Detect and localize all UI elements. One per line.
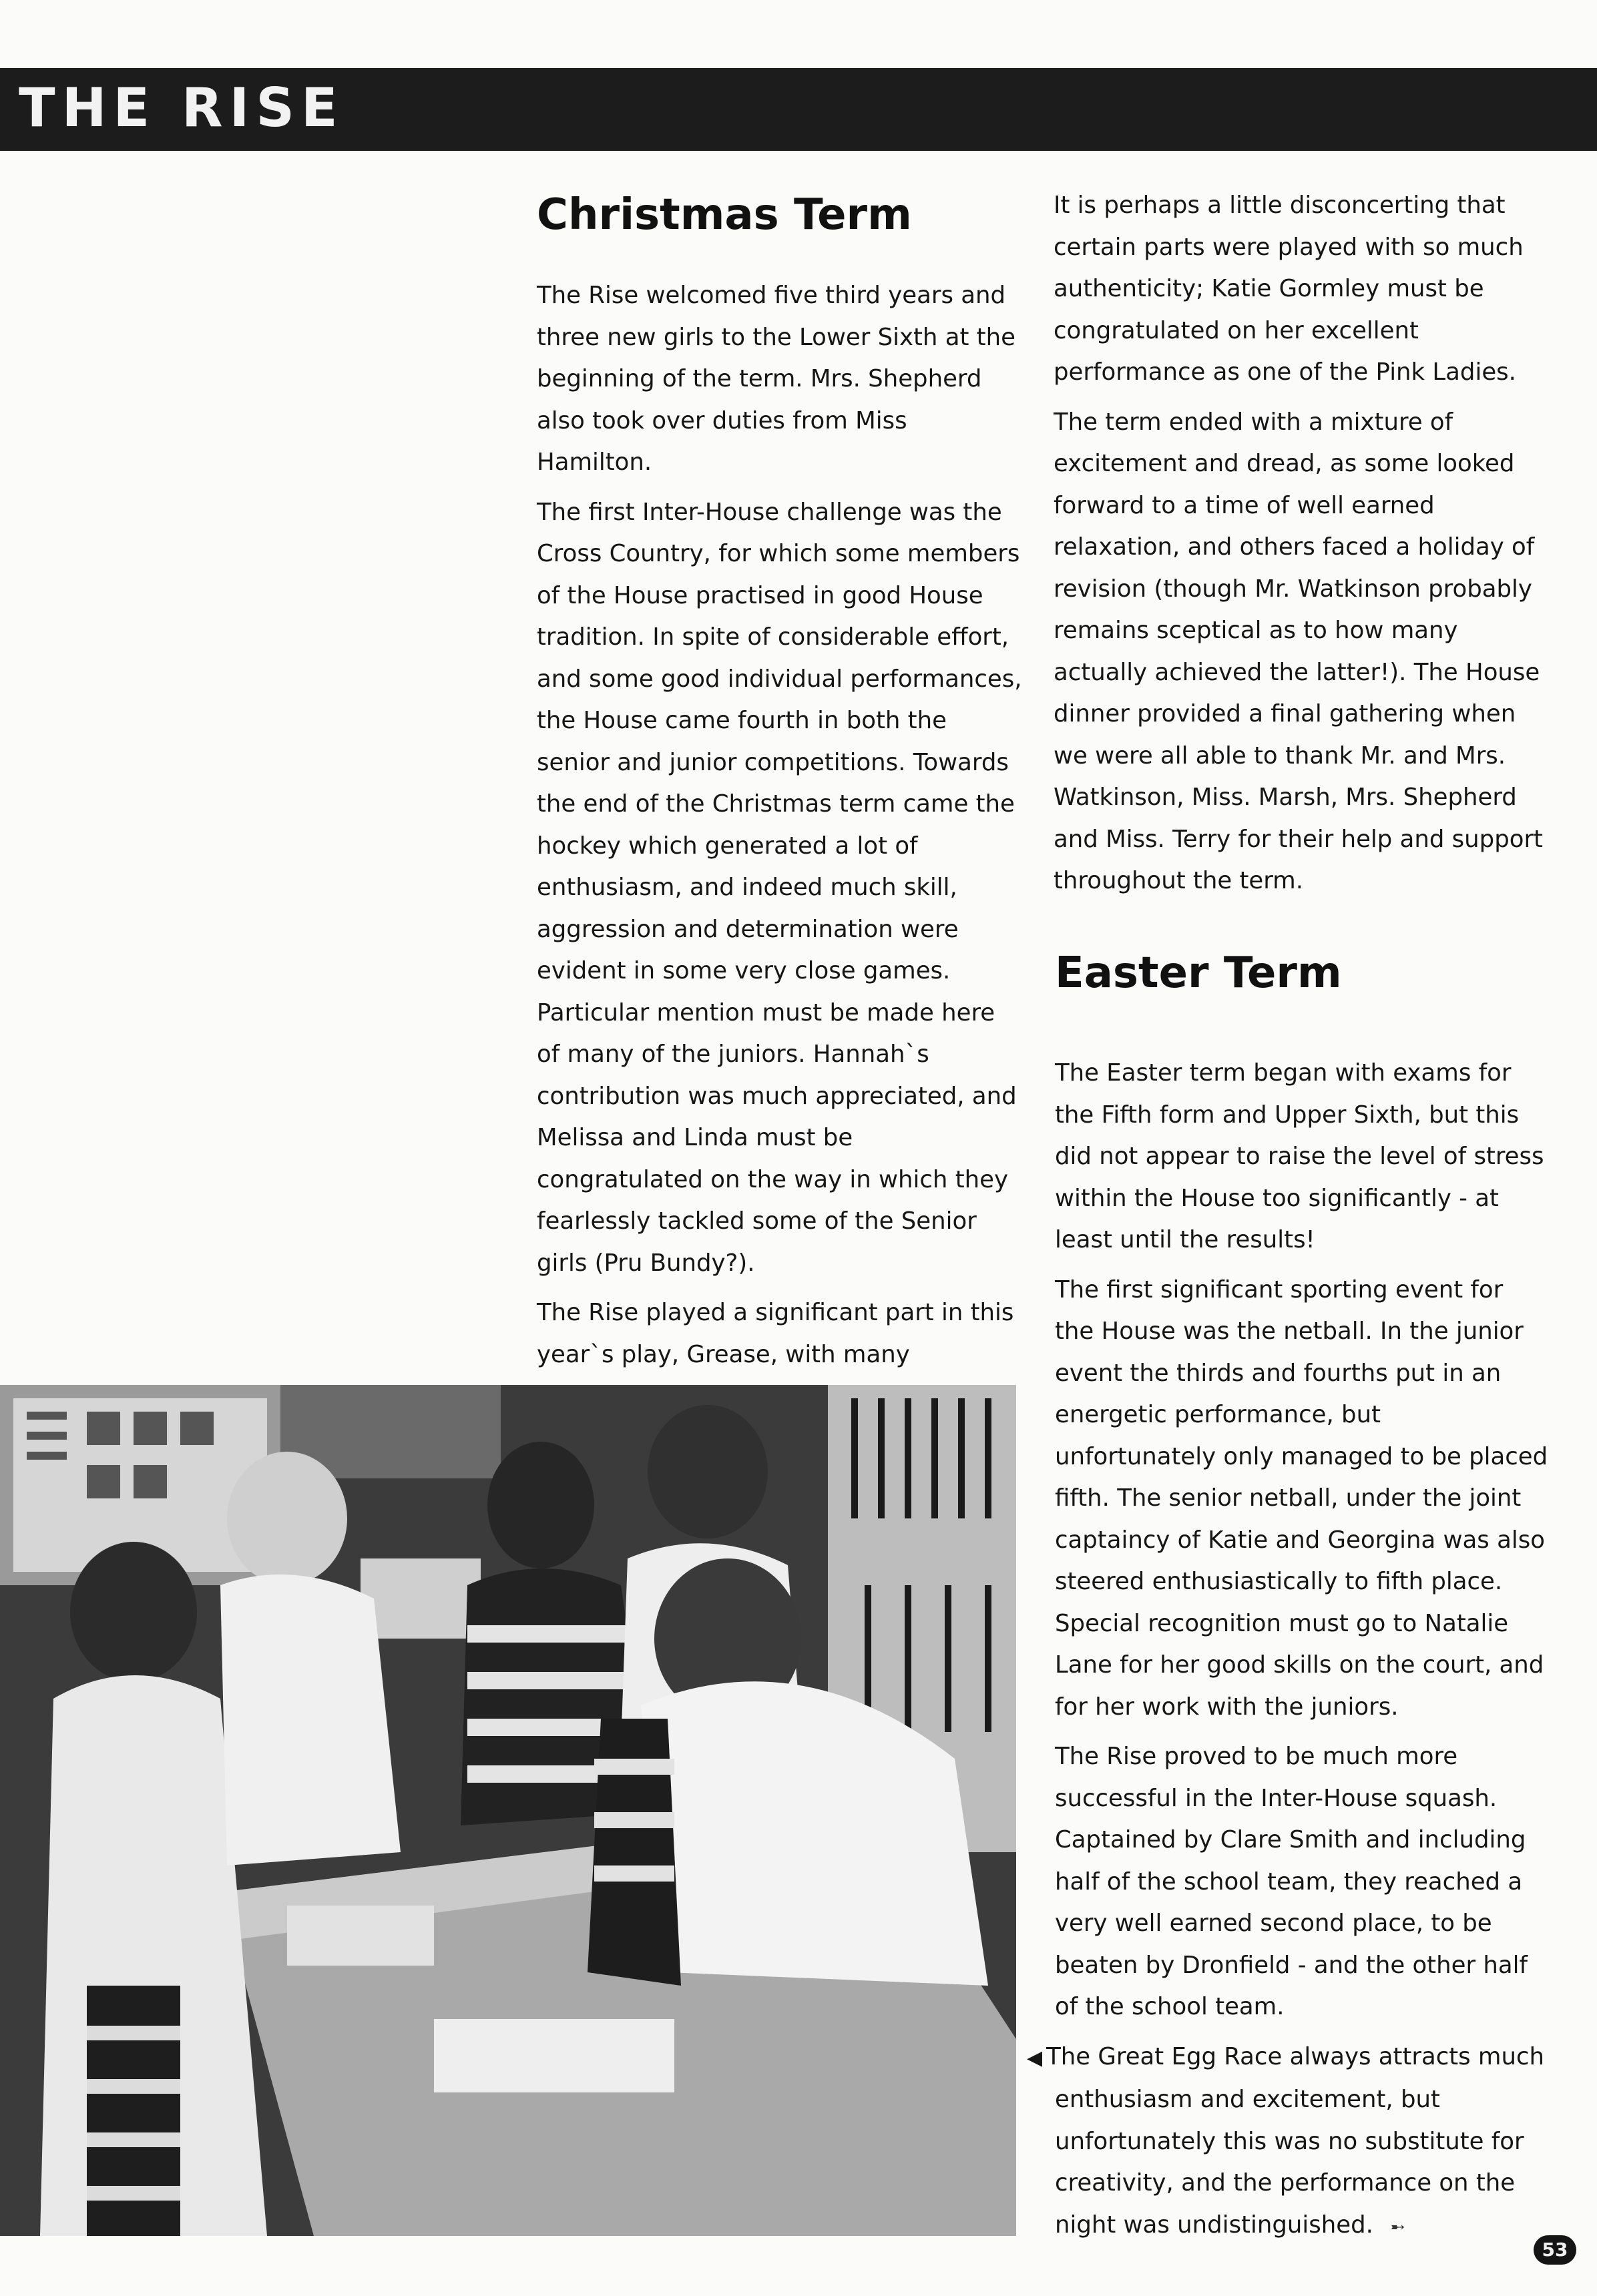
paragraph: The term ended with a mixture of excitement and dread, as some looked forward to a time of well earned relaxation, and others faced a holiday of revision (though Mr. Watkinson probably remains sceptical as to how many actually achieved the latter!). The House dinner provided a final gathering when we were all able to thank Mr. and Mrs. Watkinson, Miss. Marsh, Mrs. Shepherd and Miss. Terry for their help and support throughout the term. [1054,408,1543,894]
page-number-badge: 53 [1534,2235,1576,2265]
christmas-term-heading: Christmas Term [537,190,912,240]
continue-arrow-icon: ➸ [1390,2217,1405,2237]
caption-arrow-icon: ◀ [1027,2046,1043,2070]
caption-text: The Great Egg Race always attracts much enthusiasm and excitement, but unfortunately this was no substitute for creativity, and the performance on the night was undistinguished. [1046,2042,1545,2239]
paragraph: The Rise proved to be much more successful in the Inter-House squash. Captained by Clare Smith and including half of the school team, they reached a very well earned second place, to be beaten by Dronfield - and the other half of the school team. [1055,1743,1528,2020]
section-title: THE RISE [19,77,345,139]
paragraph: The Easter term began with exams for the Fifth form and Upper Sixth, but this did not appear to raise the level of stress within the House too significantly - at least until the results! [1055,1059,1544,1253]
paragraph: The Rise welcomed five third years and three new girls to the Lower Sixth at the beginning of the term. Mrs. Shepherd also took over duties from Miss Hamilton. [537,282,1015,476]
easter-column [1027,1053,1549,2256]
photo-caption [1027,2036,1549,2249]
paragraph: The first significant sporting event for the House was the netball. In the junior event the thirds and fourths put in an energetic performance, but unfortunately only managed to be placed fifth. The senior netball, under the joint captaincy of Katie and Georgina was also steered enthusiastically to fifth place. Special recognition must go to Natalie Lane for her good skills on the court, and for her work with the juniors. [1055,1275,1548,1721]
egg-race-photo [0,1385,1016,2236]
christmas-column [537,275,1024,1426]
christmas-continued-column [1054,185,1548,910]
paragraph: The first Inter-House challenge was the Cross Country, for which some members of the House practised in good House tradition. In spite of considerable effort, and some good individual performances, the House came fourth in both the senior and junior competitions. Towards the end of the Christmas term came the hockey which generated a lot of enthusiasm, and indeed much skill, aggression and determination were evident in some very close games. Particular mention must be made here of many of the juniors. Hannah`s contribution was much appreciated, and Melissa and Linda must be congratulated on the way in which they fearlessly tackled some of the Senior girls (Pru Bundy?). [537,498,1022,1277]
paragraph: It is perhaps a little disconcerting that certain parts were played with so much authenticity; Katie Gormley must be congratulated on her excellent performance as one of the Pink Ladies. [1054,192,1524,386]
paragraph: The Rise played a significant part in this year`s play, Grease, with many [537,1299,1014,1368]
easter-term-heading: Easter Term [1055,948,1342,998]
